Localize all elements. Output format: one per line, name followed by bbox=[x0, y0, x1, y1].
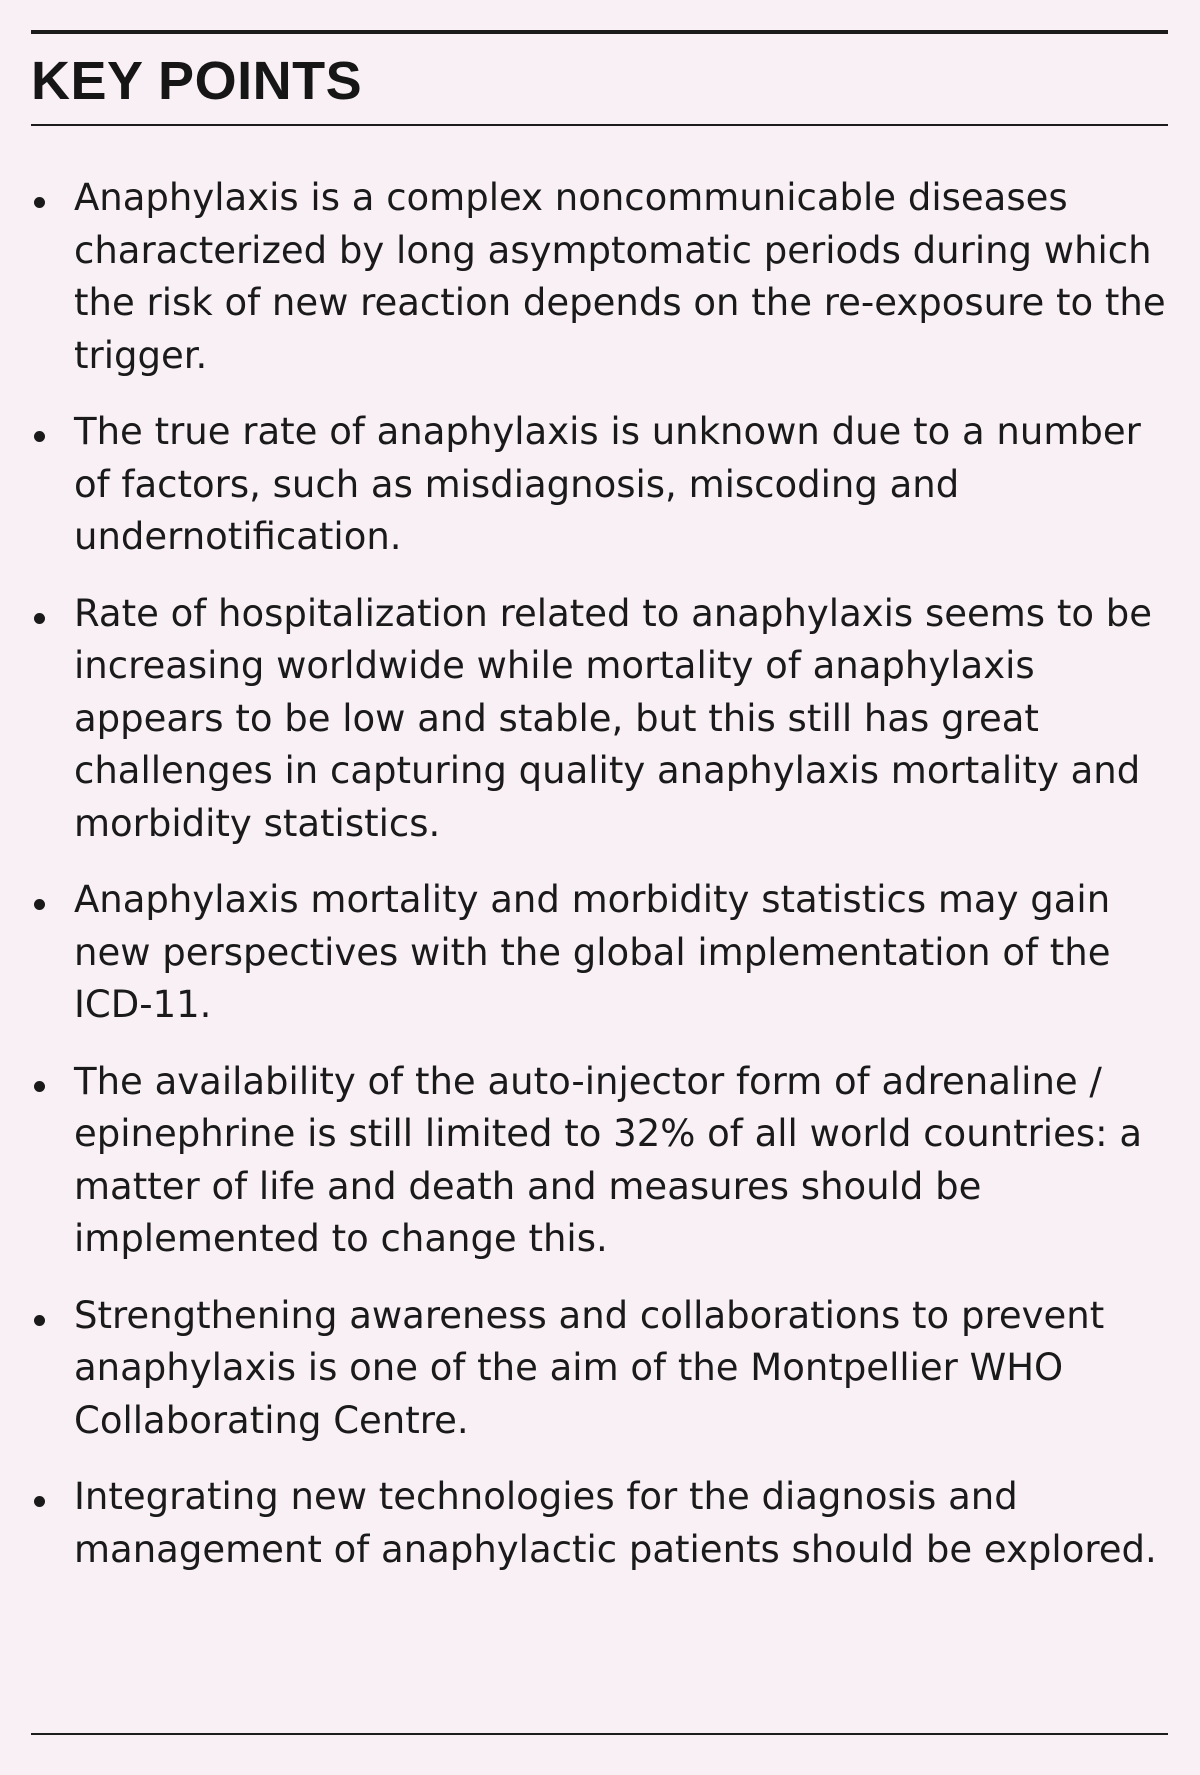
key-point-5 bbox=[31, 1056, 1168, 1266]
key-point-text: Rate of hospitalization related to anaphylaxis seems to be increasing worldwide while mortality of anaphylaxis appears to be low and stable, but this still has great challenges in capturing quality anaphylaxis mortality and morbidity statistics. bbox=[74, 591, 1153, 845]
key-point-3 bbox=[31, 588, 1168, 851]
key-point-text: The true rate of anaphylaxis is unknown due to a number of factors, such as misdiagnosis, miscoding and undernotification. bbox=[74, 410, 1141, 558]
key-point-text: Anaphylaxis mortality and morbidity statistics may gain new perspectives with the global implementation of the ICD-11. bbox=[74, 878, 1111, 1026]
bullet-icon bbox=[34, 613, 45, 624]
key-point-7 bbox=[31, 1471, 1168, 1576]
bullet-icon bbox=[34, 431, 45, 442]
key-point-2 bbox=[31, 406, 1168, 564]
key-point-text: Integrating new technologies for the diagnosis and management of anaphylactic patients should be explored. bbox=[74, 1475, 1157, 1571]
key-point-text: Anaphylaxis is a complex noncommunicable diseases characterized by long asymptomatic periods during which the risk of new reaction depends on the re-exposure to the trigger. bbox=[74, 176, 1166, 377]
key-point-text: The availability of the auto-injector form of adrenaline / epinephrine is still limited to 32% of all world countries: a matter of life and death and measures should be implemented to change this. bbox=[74, 1059, 1143, 1260]
bullet-icon bbox=[34, 1496, 45, 1507]
bullet-icon bbox=[34, 899, 45, 910]
key-point-6 bbox=[31, 1290, 1168, 1448]
key-points-heading: KEY POINTS bbox=[31, 51, 363, 111]
bullet-icon bbox=[34, 197, 45, 208]
bullet-icon bbox=[34, 1315, 45, 1326]
bottom-rule bbox=[31, 1733, 1168, 1735]
key-point-4 bbox=[31, 874, 1168, 1032]
key-point-1 bbox=[31, 172, 1168, 382]
key-point-text: Strengthening awareness and collaborations to prevent anaphylaxis is one of the aim of the Montpellier WHO Collaborating Centre. bbox=[74, 1293, 1105, 1442]
top-rule bbox=[31, 30, 1168, 34]
bullet-icon bbox=[34, 1081, 45, 1092]
heading-rule bbox=[31, 124, 1168, 126]
key-points-list bbox=[31, 172, 1168, 1600]
